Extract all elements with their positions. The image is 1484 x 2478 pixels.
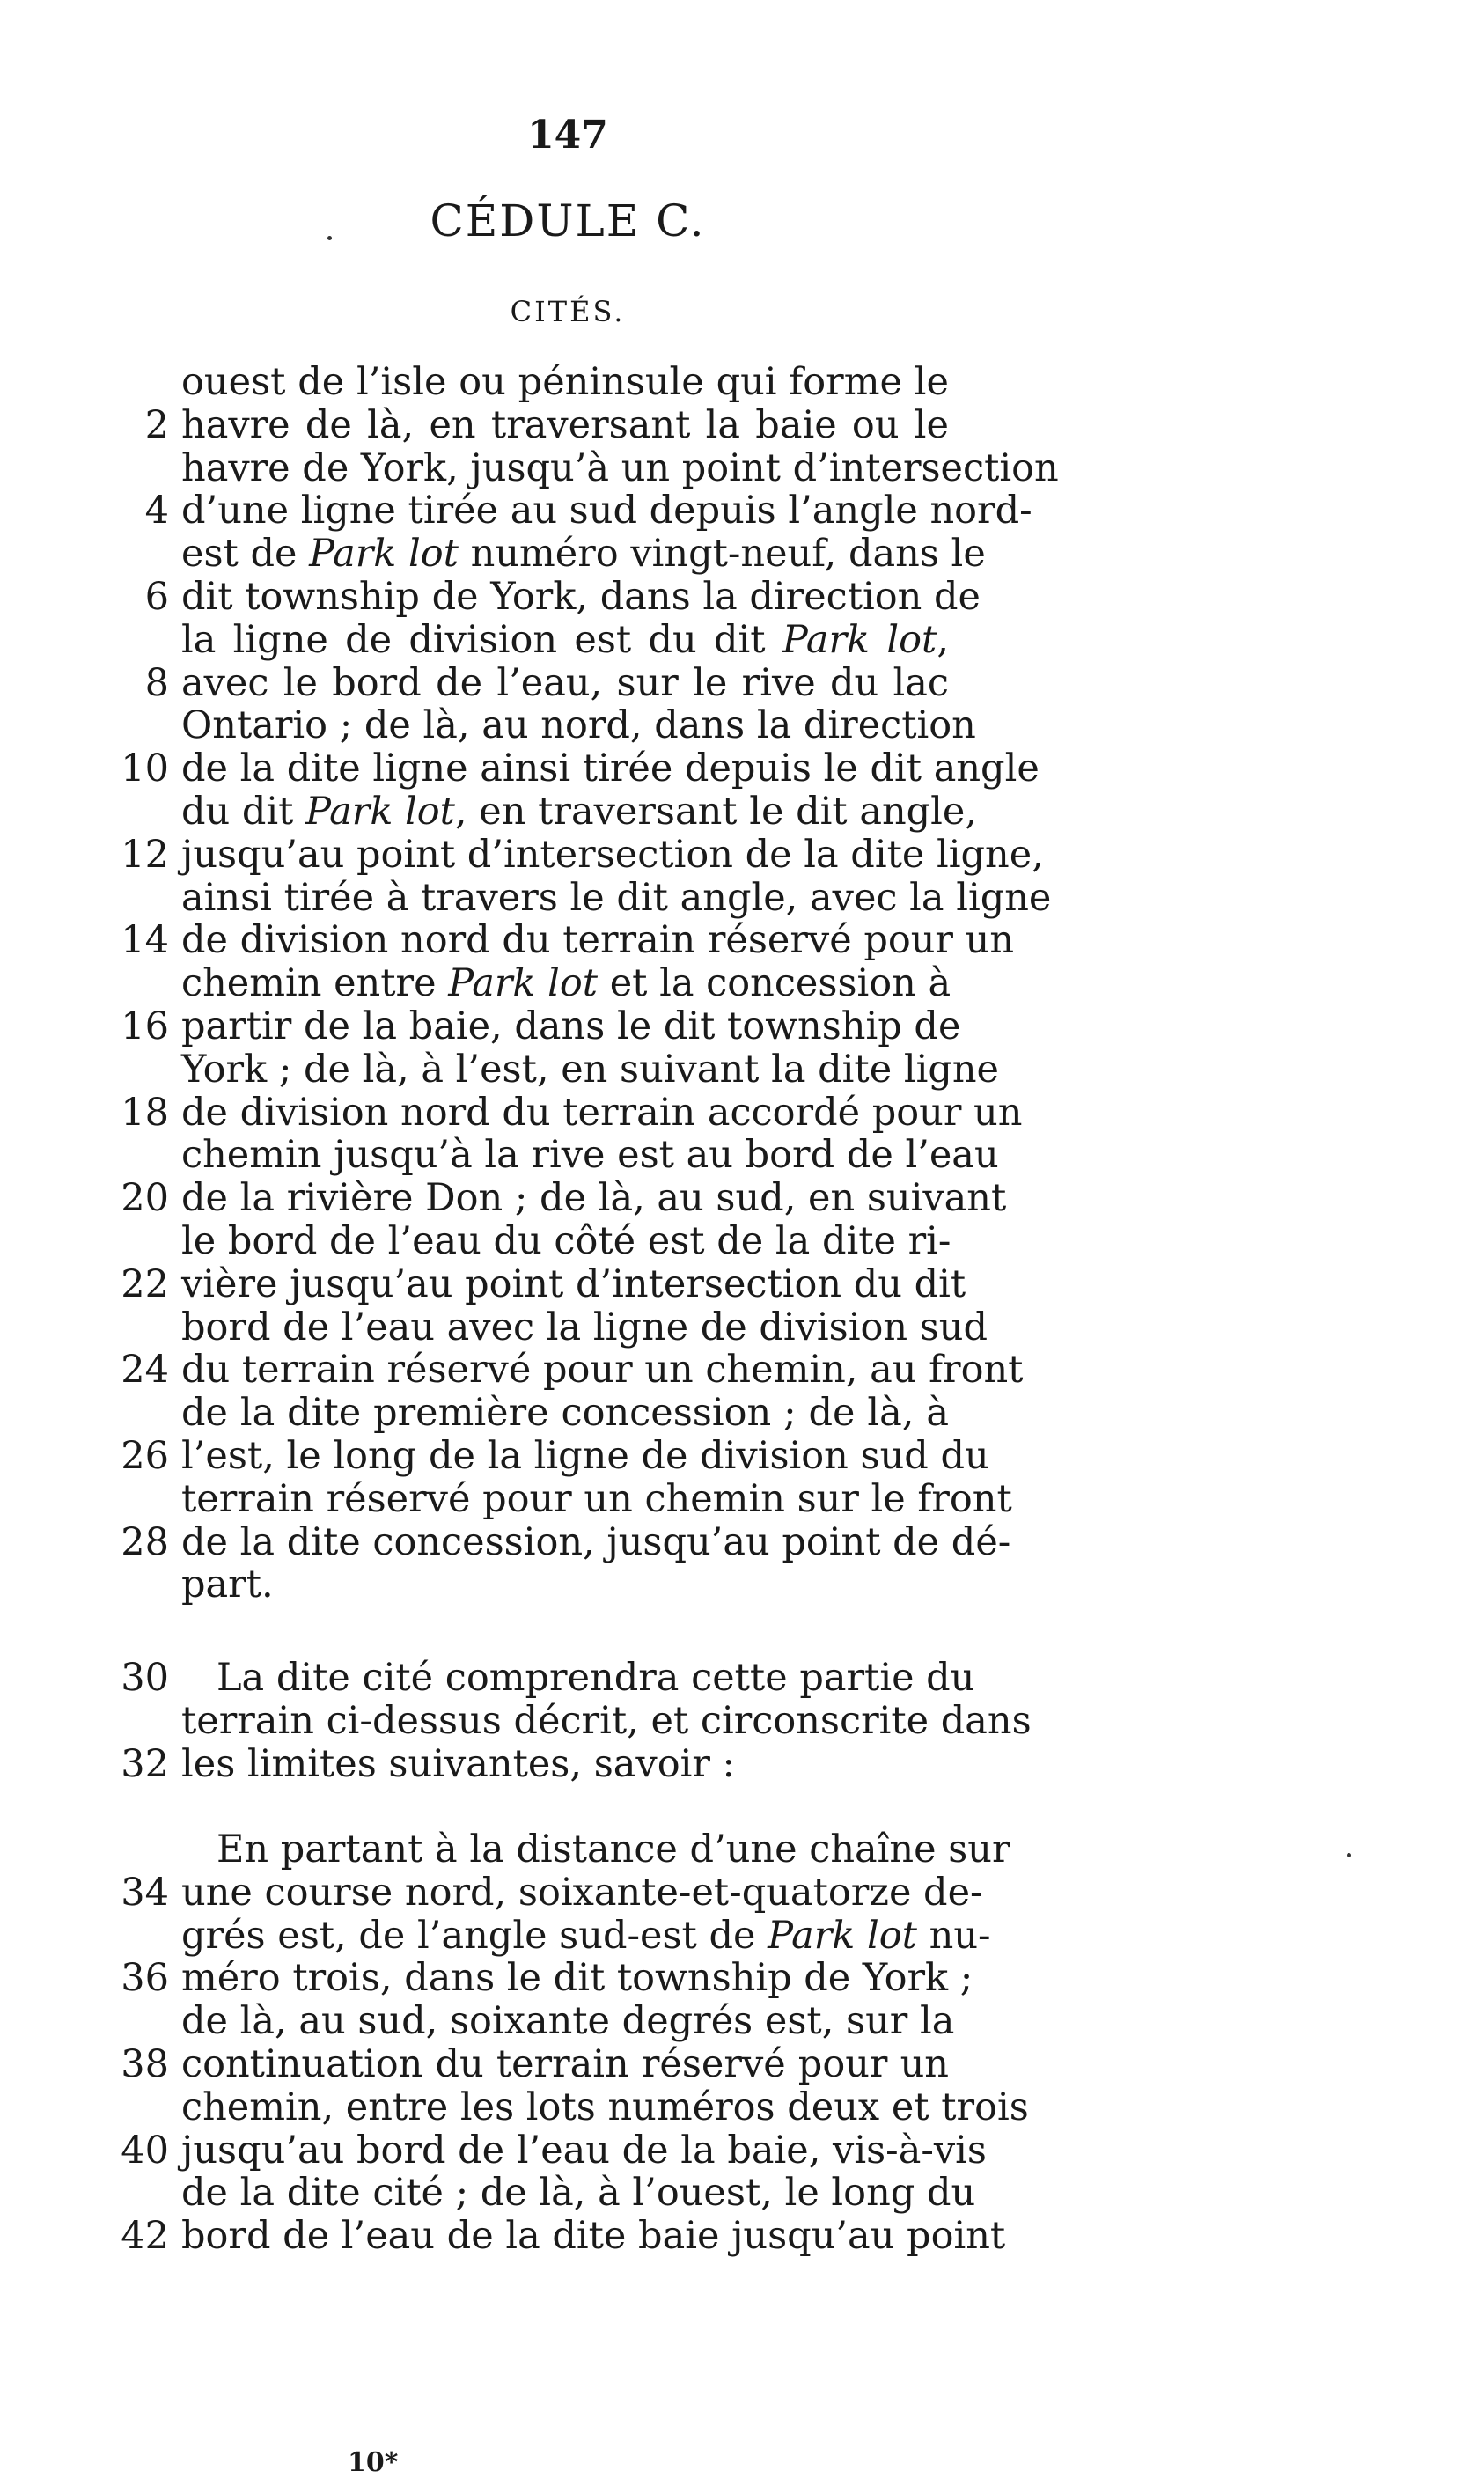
line-text: continuation du terrain réservé pour un — [181, 2041, 949, 2086]
line-text: l’est, le long de la ligne de division sud du — [181, 1433, 989, 1478]
line-text: La dite cité comprendra cette partie du — [217, 1656, 975, 1700]
paragraph-3 — [113, 1827, 1029, 2259]
line-text: part. — [181, 1563, 274, 1607]
line-text: terrain réservé pour un chemin sur le front — [181, 1476, 1012, 1521]
line-text: partir de la baie, dans le dit township de — [181, 1004, 961, 1048]
line-number: 8 — [144, 660, 169, 705]
text-line — [113, 1563, 949, 1607]
line-text: En partant à la distance d’une chaîne sur — [217, 1827, 1010, 1871]
line-number: 18 — [121, 1090, 169, 1135]
line-number: 30 — [121, 1656, 169, 1700]
line-text: terrain ci-dessus décrit, et circonscrite dans — [181, 1698, 1032, 1743]
signature-mark: 10* — [348, 2447, 399, 2478]
line-text: est de Park lot numéro vingt-neuf, dans le — [181, 532, 986, 577]
line-number: 38 — [121, 2041, 169, 2086]
line-text: une course nord, soixante-et-quatorze de- — [181, 1870, 983, 1915]
text-line — [113, 445, 1059, 490]
line-number: 32 — [121, 1741, 169, 1786]
text-line — [113, 2214, 1006, 2259]
line-number: 12 — [121, 832, 169, 877]
line-number: 24 — [121, 1348, 169, 1393]
line-text: ouest de l’isle ou péninsule qui forme le — [181, 360, 949, 404]
text-line — [113, 875, 1052, 920]
text-line — [113, 1999, 955, 2044]
text-line — [113, 619, 949, 662]
line-text: chemin jusqu’à la rive est au bord de l’eau — [181, 1133, 999, 1178]
text-line — [113, 1870, 983, 1915]
line-number: 22 — [121, 1261, 169, 1306]
line-text: havre de là, en traversant la baie ou le — [181, 402, 949, 447]
text-line — [113, 962, 949, 1005]
text-line — [113, 532, 986, 577]
line-text: du dit Park lot, en traversant le dit angle, — [181, 789, 978, 834]
line-number: 4 — [144, 489, 169, 533]
text-line — [113, 1220, 949, 1263]
line-text: la ligne de division est du dit Park lot, — [181, 617, 949, 662]
line-number: 2 — [144, 402, 169, 447]
line-number: 6 — [144, 574, 169, 619]
section-subtitle: CITÉS. — [510, 295, 626, 328]
line-number: 20 — [121, 1176, 169, 1221]
line-text: le bord de l’eau du côté est de la dite ri- — [181, 1218, 951, 1263]
print-speck — [327, 236, 332, 240]
text-line — [113, 1348, 1024, 1393]
text-line — [113, 1956, 973, 2001]
text-line — [113, 1476, 1012, 1521]
line-text: de la dite ligne ainsi tirée depuis le dit angle — [181, 746, 1040, 791]
text-line — [113, 789, 978, 834]
text-line — [113, 703, 976, 748]
text-line — [113, 1743, 949, 1786]
line-text: bord de l’eau avec la ligne de division sud — [181, 1305, 988, 1349]
text-line — [113, 1261, 966, 1306]
text-line — [113, 1133, 999, 1178]
line-text: havre de York, jusqu’à un point d’intersection — [181, 445, 1059, 490]
text-line — [113, 2128, 987, 2173]
line-number: 40 — [121, 2128, 169, 2173]
line-text: jusqu’au bord de l’eau de la baie, vis-à-vis — [181, 2128, 987, 2173]
text-line — [113, 1656, 975, 1700]
line-text: d’une ligne tirée au sud depuis l’angle nord- — [181, 489, 1032, 533]
text-line — [113, 1433, 989, 1478]
paragraph-2 — [113, 1656, 1032, 1786]
text-line — [113, 574, 981, 619]
line-text: méro trois, dans le dit township de York ; — [181, 1956, 973, 2001]
page-number: 147 — [527, 113, 608, 158]
line-text: de division nord du terrain réservé pour un — [181, 918, 1015, 963]
line-number: 26 — [121, 1433, 169, 1478]
schedule-title: CÉDULE C. — [430, 195, 706, 246]
line-text: grés est, de l’angle sud-est de Park lot nu- — [181, 1913, 991, 1958]
line-text: Ontario ; de là, au nord, dans la direction — [181, 703, 976, 748]
text-line — [113, 662, 949, 705]
line-number: 42 — [121, 2214, 169, 2259]
text-line — [113, 1305, 988, 1349]
line-text: York ; de là, à l’est, en suivant la dite ligne — [181, 1047, 999, 1092]
text-line — [113, 1913, 991, 1958]
paragraph-1 — [113, 360, 1059, 1607]
line-text: du terrain réservé pour un chemin, au front — [181, 1348, 1024, 1393]
text-line — [113, 832, 1044, 877]
text-line — [113, 2085, 1029, 2129]
text-line — [113, 2171, 976, 2216]
line-text: bord de l’eau de la dite baie jusqu’au point — [181, 2214, 1006, 2259]
line-text: jusqu’au point d’intersection de la dite ligne, — [181, 832, 1044, 877]
text-line — [113, 918, 1015, 963]
text-line — [113, 1827, 1010, 1871]
line-number: 10 — [121, 746, 169, 791]
text-line — [113, 1176, 1007, 1221]
line-number: 34 — [121, 1870, 169, 1915]
text-line — [113, 1519, 1011, 1564]
text-line — [113, 361, 949, 404]
line-text: vière jusqu’au point d’intersection du dit — [181, 1261, 966, 1306]
line-text: de la dite première concession ; de là, à — [181, 1391, 949, 1436]
line-text: avec le bord de l’eau, sur le rive du lac — [181, 660, 949, 705]
line-number: 28 — [121, 1519, 169, 1564]
text-line — [113, 746, 1040, 791]
line-number: 16 — [121, 1004, 169, 1048]
line-number: 36 — [121, 1956, 169, 2001]
text-line — [113, 404, 949, 447]
text-line — [113, 2043, 949, 2086]
line-text: de division nord du terrain accordé pour un — [181, 1090, 1023, 1135]
line-text: de la dite cité ; de là, à l’ouest, le long du — [181, 2171, 976, 2216]
line-text: chemin, entre les lots numéros deux et trois — [181, 2085, 1029, 2129]
line-text: de là, au sud, soixante degrés est, sur la — [181, 1999, 955, 2044]
line-text: les limites suivantes, savoir : — [181, 1741, 736, 1786]
line-text: chemin entre Park lot et la concession à — [181, 961, 951, 1006]
text-line — [113, 489, 1032, 533]
line-text: dit township de York, dans la direction de — [181, 574, 981, 619]
text-line — [113, 1047, 999, 1092]
line-number: 14 — [121, 918, 169, 963]
print-speck — [1347, 1853, 1351, 1857]
text-line — [113, 1090, 1023, 1135]
line-text: de la dite concession, jusqu’au point de dé- — [181, 1519, 1011, 1564]
text-line — [113, 1698, 1032, 1743]
text-line — [113, 1392, 949, 1435]
line-text: de la rivière Don ; de là, au sud, en suivant — [181, 1176, 1007, 1221]
text-line — [113, 1004, 961, 1048]
line-text: ainsi tirée à travers le dit angle, avec la ligne — [181, 875, 1052, 920]
